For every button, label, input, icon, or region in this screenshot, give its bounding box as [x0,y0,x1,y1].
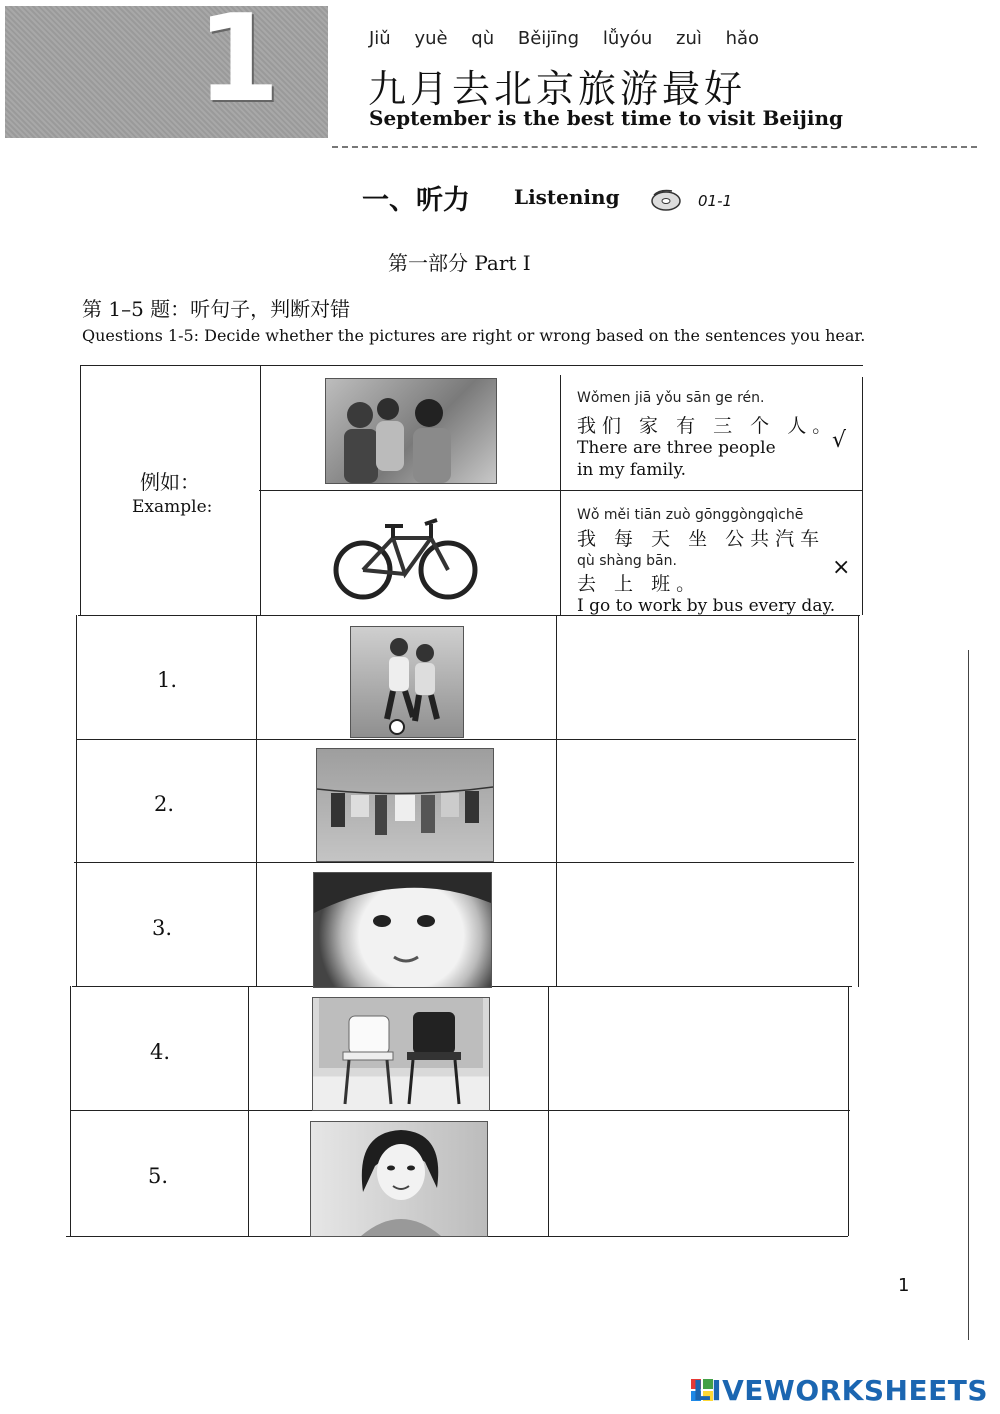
woman-portrait-photo [310,1121,488,1237]
brand-logo-text[interactable]: LIVEWORKSHEETS [692,1374,988,1407]
example-1-mark: √ [832,428,847,453]
example-1-english: There are three people in my family. [577,438,776,480]
example-1-pinyin: Wǒmen jiā yǒu sān ge rén. [577,390,765,406]
table-line [260,365,261,615]
laundry-line-photo [316,748,494,862]
table-line [848,986,849,1236]
table-line [76,739,856,740]
audio-cd-icon[interactable] [648,187,684,213]
table-line [70,986,71,1236]
page-number: 1 [898,1275,910,1296]
title-english: September is the best time to visit Beijing [369,106,844,130]
table-line [248,986,249,1236]
instruction-english: Questions 1-5: Decide whether the pictures are right or wrong based on the sentences you hear. [82,326,866,345]
lesson-number: 1 [196,0,280,129]
lesson-number-box [5,0,328,138]
instruction-chinese: 第 1–5 题：听句子，判断对错 [82,297,351,321]
chairs-photo [312,997,490,1111]
section-title-english: Listening [514,185,620,209]
bicycle-photo [333,512,479,602]
header-divider [332,146,977,148]
table-line [80,365,81,615]
table-line [548,986,549,1236]
family-photo [325,378,497,484]
example-2-pinyin-line2: qù shàng bān. [577,553,677,569]
example-label-english: Example: [132,497,213,517]
margin-rule [968,650,969,1340]
table-line [858,615,859,987]
table-line [80,365,863,366]
table-line [560,375,561,615]
example-2-pinyin: Wǒ měi tiān zuò gōnggòngqìchē [577,507,804,523]
child-face-photo [313,872,492,988]
table-line [74,862,854,863]
title-chinese: 九月去北京旅游最好 [368,67,747,111]
example-2-english: I go to work by bus every day. [577,596,836,616]
question-5-label: 5. [148,1164,169,1188]
title-pinyin: Jiǔ yuè qù Běijīng lǚyóu zuì hǎo [369,28,760,49]
question-4-label: 4. [150,1040,171,1064]
example-1-chinese: 我们 家 有 三 个 人。 [577,415,838,437]
question-3-label: 3. [152,916,173,940]
example-2-chinese-line2: 去 上 班。 [577,573,702,595]
section-title-chinese: 一、听力 [362,185,470,216]
question-2-label: 2. [154,792,175,816]
question-1-label: 1. [157,668,178,692]
example-2-chinese: 我 每 天 坐 公共汽车 [577,528,826,550]
audio-track-label: 01-1 [698,192,733,210]
example-2-mark: × [832,555,851,580]
part-title: 第一部分 Part Ⅰ [388,251,531,275]
table-line [256,615,257,987]
boys-soccer-photo [350,626,464,738]
example-label-chinese: 例如： [140,470,200,494]
table-line [862,377,863,615]
table-line [556,615,557,987]
table-line [76,615,77,987]
